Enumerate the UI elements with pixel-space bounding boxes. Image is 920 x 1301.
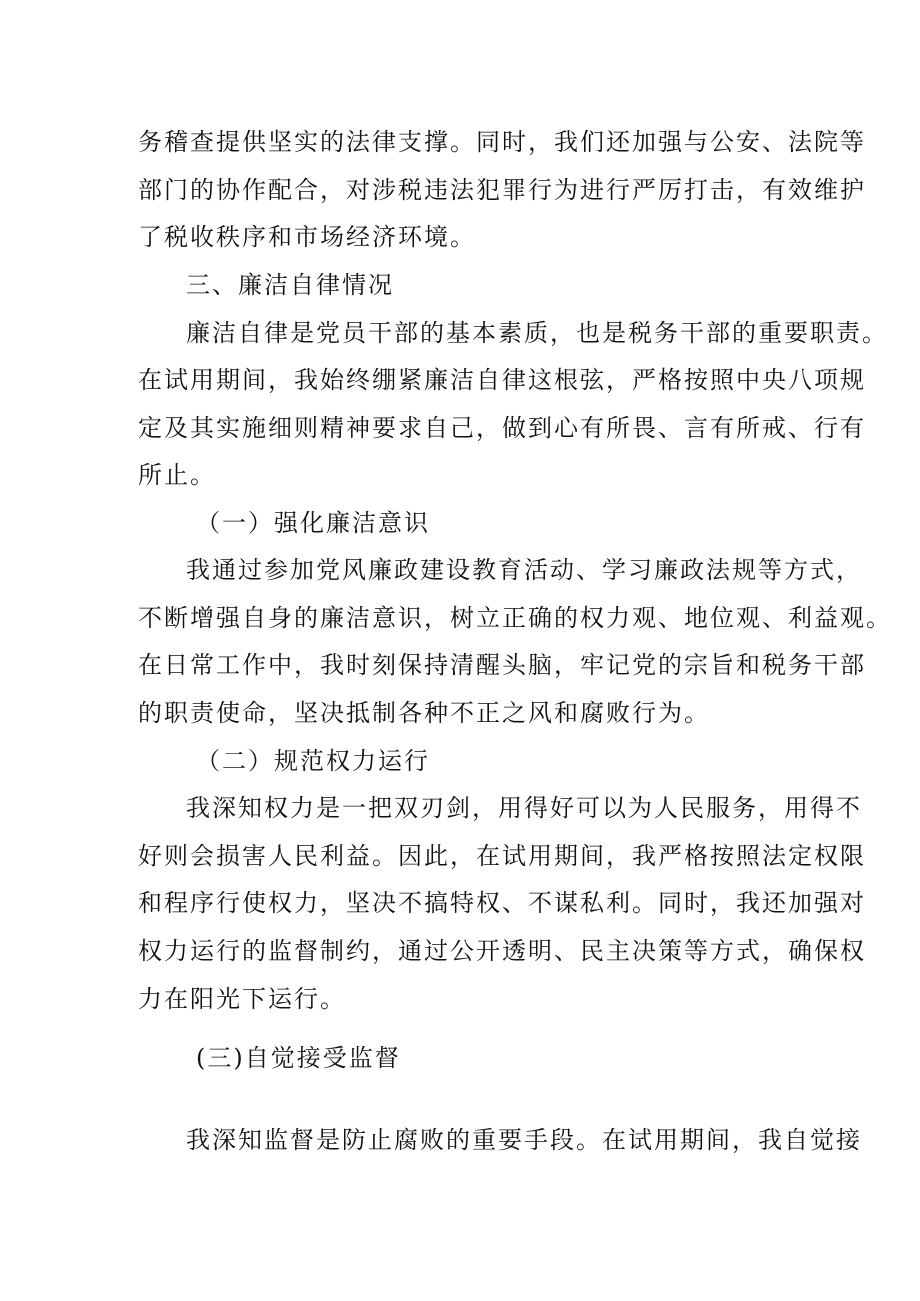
text-line: 务稽查提供坚实的法律支撑。同时，我们还加强与公安、法院等	[138, 128, 866, 156]
text-line: 好则会损害人民利益。因此，在试用期间，我严格按照法定权限	[138, 842, 866, 870]
text-line: 部门的协作配合，对涉税违法犯罪行为进行严厉打击，有效维护	[138, 176, 866, 204]
text-line: 所止。	[138, 461, 216, 489]
text-line: 力在阳光下运行。	[138, 985, 346, 1013]
text-line: 的职责使命，坚决抵制各种不正之风和腐败行为。	[138, 699, 710, 727]
subsection-heading: （二）规范权力运行	[196, 747, 430, 775]
text-line: 权力运行的监督制约，通过公开透明、民主决策等方式，确保权	[138, 937, 866, 965]
section-heading: 三、廉洁自律情况	[186, 271, 394, 299]
subsection-heading: （一）强化廉洁意识	[196, 509, 430, 537]
subsection-heading: (三)自觉接受监督	[196, 1044, 401, 1072]
text-line: 我深知监督是防止腐败的重要手段。在试用期间，我自觉接	[186, 1126, 862, 1154]
text-line: 我通过参加党风廉政建设教育活动、学习廉政法规等方式，	[186, 556, 862, 584]
text-line: 廉洁自律是党员干部的基本素质，也是税务干部的重要职责。	[186, 319, 888, 347]
text-line: 不断增强自身的廉洁意识，树立正确的权力观、地位观、利益观。	[138, 604, 892, 632]
text-line: 在试用期间，我始终绷紧廉洁自律这根弦，严格按照中央八项规	[138, 366, 866, 394]
text-line: 我深知权力是一把双刃剑，用得好可以为人民服务，用得不	[186, 794, 862, 822]
text-line: 在日常工作中，我时刻保持清醒头脑，牢记党的宗旨和税务干部	[138, 651, 866, 679]
text-line: 定及其实施细则精神要求自己，做到心有所畏、言有所戒、行有	[138, 414, 866, 442]
text-line: 和程序行使权力，坚决不搞特权、不谋私利。同时，我还加强对	[138, 889, 866, 917]
text-line: 了税收秩序和市场经济环境。	[138, 223, 476, 251]
